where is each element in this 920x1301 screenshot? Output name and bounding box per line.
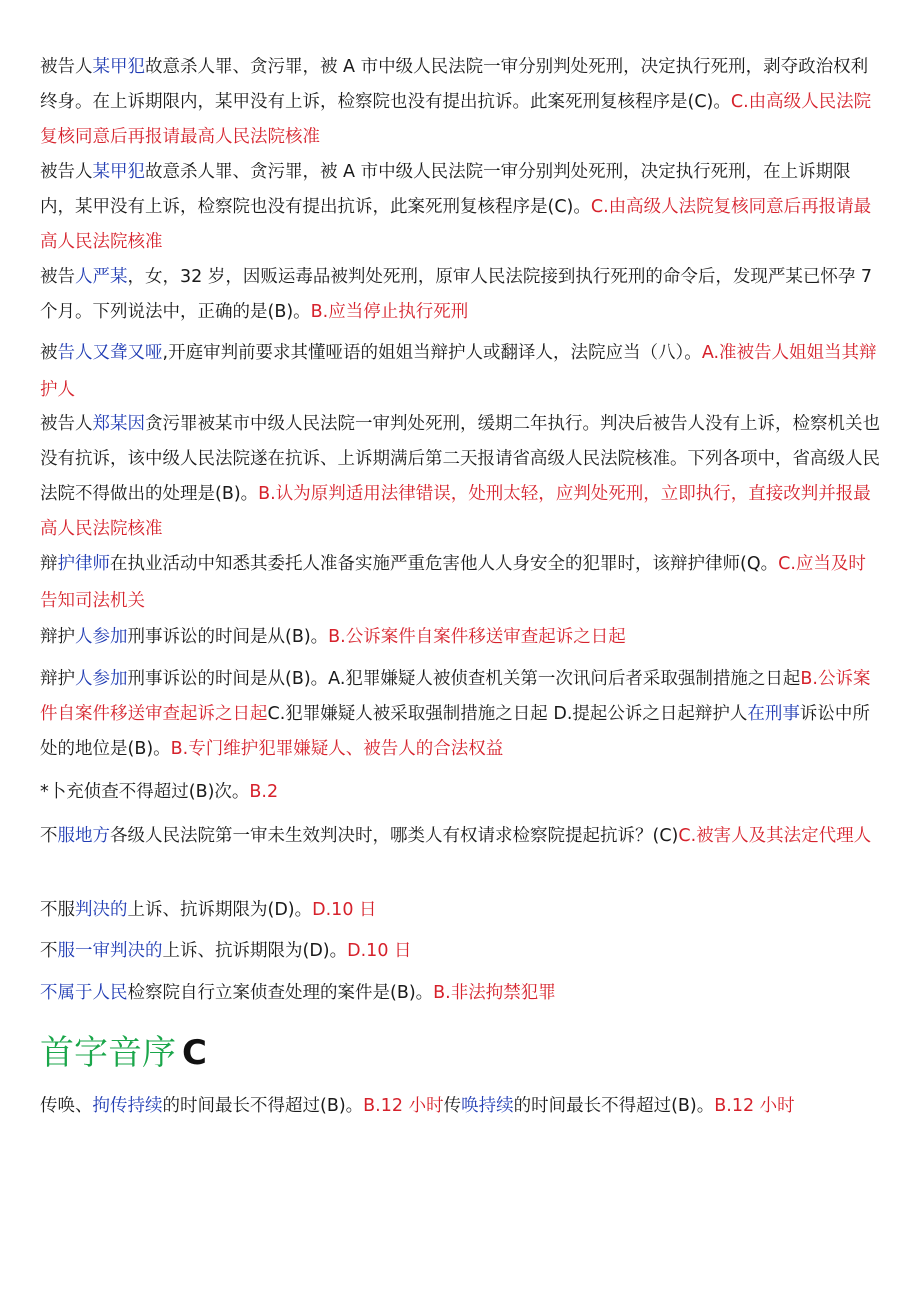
section-heading [40,1030,207,1076]
entry-prefix: 被告人 [40,414,93,434]
entry-keyword: 护律师 [57,554,110,574]
qa-entry [40,1089,882,1124]
qa-entry [40,407,882,547]
entry-answer: B.公诉案件自案件移送审查起诉之日起 [328,627,626,647]
entry-keyword: 郑某因 [92,414,145,434]
entry-keyword: 拘传持续 [92,1096,163,1116]
section-title: 首字音序 [40,1033,176,1073]
entry-question: ，女，32 岁，因贩运毒品被判处死刑，原审人民法院接到执行死刑的命令后，发现严某已怀孕 7 个月。下列说法中，正确的是(B)。 [40,267,873,322]
entry-answer: C.由高级人民法院复核同意后再报请最高人民法院核准 [40,92,872,147]
entry-prefix: 不服 [40,900,75,920]
entry-answer: B.12 小时 [714,1096,795,1116]
entry-keyword: 服地方 [57,826,110,846]
qa-entry [40,50,882,155]
qa-entry [40,775,882,810]
entry-question: 刑事诉讼的时间是从(B)。 [127,627,329,647]
qa-entry [40,155,882,260]
entry-question: 上诉、抗诉期限为(D)。 [162,941,348,961]
entry-prefix: 不 [40,826,58,846]
entry-prefix: 传 [443,1096,462,1116]
entry-question: 的时间最长不得超过(B)。 [162,1096,364,1116]
entry-question-continued: 诉讼中所处的地位是(B)。 [40,704,870,759]
entry-question: 在执业活动中知悉其委托人准备实施严重危害他人人身安全的犯罪时，该辩护律师(Q。 [110,554,779,574]
entry-prefix: 被告人 [40,162,93,182]
entry-question: 故意杀人罪、贪污罪，被 A 市中级人民法院一审分别判处死刑，决定执行死刑，在上诉期限内，某甲没有上诉，检察院也没有提出抗诉，此案死刑复核程序是(C)。 [40,162,851,217]
entry-prefix: 辩护 [40,669,75,689]
entry-answer: A.准被告人姐姐当其辩护人 [40,343,877,400]
entry-question: 的时间最长不得超过(B)。 [513,1096,715,1116]
entry-question: *卜充侦查不得超过(B)次。 [40,782,250,802]
entry-prefix: 传唤、 [40,1096,93,1116]
entry-question: 各级人民法院第一审未生效判决时，哪类人有权请求检察院提起抗诉？(C) [110,826,679,846]
qa-entry [40,546,882,620]
entry-keyword: 告人又聋又哑 [57,343,163,363]
qa-entry [40,335,882,409]
entry-prefix: 被 [40,343,58,363]
entry-keyword: 不属于人民 [40,983,128,1003]
entry-keyword: 人严某 [75,267,128,287]
section-letter: C [182,1033,207,1073]
entry-answer: B.2 [249,782,279,802]
entry-keyword: 服一审判决的 [57,941,163,961]
entry-answer: D.10 日 [312,900,377,920]
entry-answer: B.公诉案件自案件移送审查起诉之日起 [40,669,871,724]
qa-entry [40,976,882,1011]
entry-answer: D.10 日 [347,941,412,961]
entry-keyword: 在刑事 [747,704,800,724]
entry-prefix: 被告人 [40,57,93,77]
entry-keyword: 某甲犯 [92,162,145,182]
entry-answer: B.非法拘禁犯罪 [433,983,556,1003]
qa-entry [40,818,882,855]
entry-answer: B.12 小时 [363,1096,444,1116]
entry-answer: B.认为原判适用法律错误，处刑太轻，应判处死刑，立即执行，直接改判并报最高人民法院核准 [40,484,871,539]
entry-answer: C.被害人及其法定代理人 [678,826,872,846]
entry-question-continued: C.犯罪嫌疑人被采取强制措施之日起 D.提起公诉之日起辩护人 [267,704,748,724]
entry-answer: C.应当及时告知司法机关 [40,554,866,611]
entry-answer: C.由高级人法院复核同意后再报请最高人民法院核准 [40,197,872,252]
qa-entry [40,934,882,969]
entry-question: 检察院自行立案侦查处理的案件是(B)。 [127,983,434,1003]
qa-entry [40,893,882,928]
entry-question: ,开庭审判前要求其懂哑语的姐姐当辩护人或翻译人，法院应当（八）。 [162,343,702,363]
entry-prefix: 被告 [40,267,75,287]
entry-keyword: 人参加 [75,669,128,689]
entry-answer: B.专门维护犯罪嫌疑人、被告人的合法权益 [170,739,504,759]
qa-entry [40,662,882,767]
entry-prefix: 辩护 [40,627,75,647]
entry-question: 上诉、抗诉期限为(D)。 [127,900,313,920]
entry-prefix: 辩 [40,554,58,574]
entry-question: 贪污罪被某市中级人民法院一审判处死刑，缓期二年执行。判决后被告人没有上诉，检察机关也没有抗诉，该中级人民法院遂在抗诉、上诉期满后第二天报请省高级人民法院核准。下列各项中，省高级人民法院不得做出的处理是(B)。 [40,414,880,504]
entry-question: 刑事诉讼的时间是从(B)。A.犯罪嫌疑人被侦查机关第一次讯问后者采取强制措施之日起 [127,669,801,689]
qa-entry [40,260,882,330]
entry-answer: B.应当停止执行死刑 [310,302,469,322]
entry-keyword: 唤持续 [461,1096,514,1116]
entry-keyword: 判决的 [75,900,128,920]
entry-keyword: 人参加 [75,627,128,647]
entry-question: 故意杀人罪、贪污罪，被 A 市中级人民法院一审分别判处死刑，决定执行死刑，剥夺政治权利终身。在上诉期限内，某甲没有上诉，检察院也没有提出抗诉。此案死刑复核程序是(C)。 [40,57,869,112]
qa-entry [40,620,882,655]
entry-prefix: 不 [40,941,58,961]
entry-keyword: 某甲犯 [92,57,145,77]
